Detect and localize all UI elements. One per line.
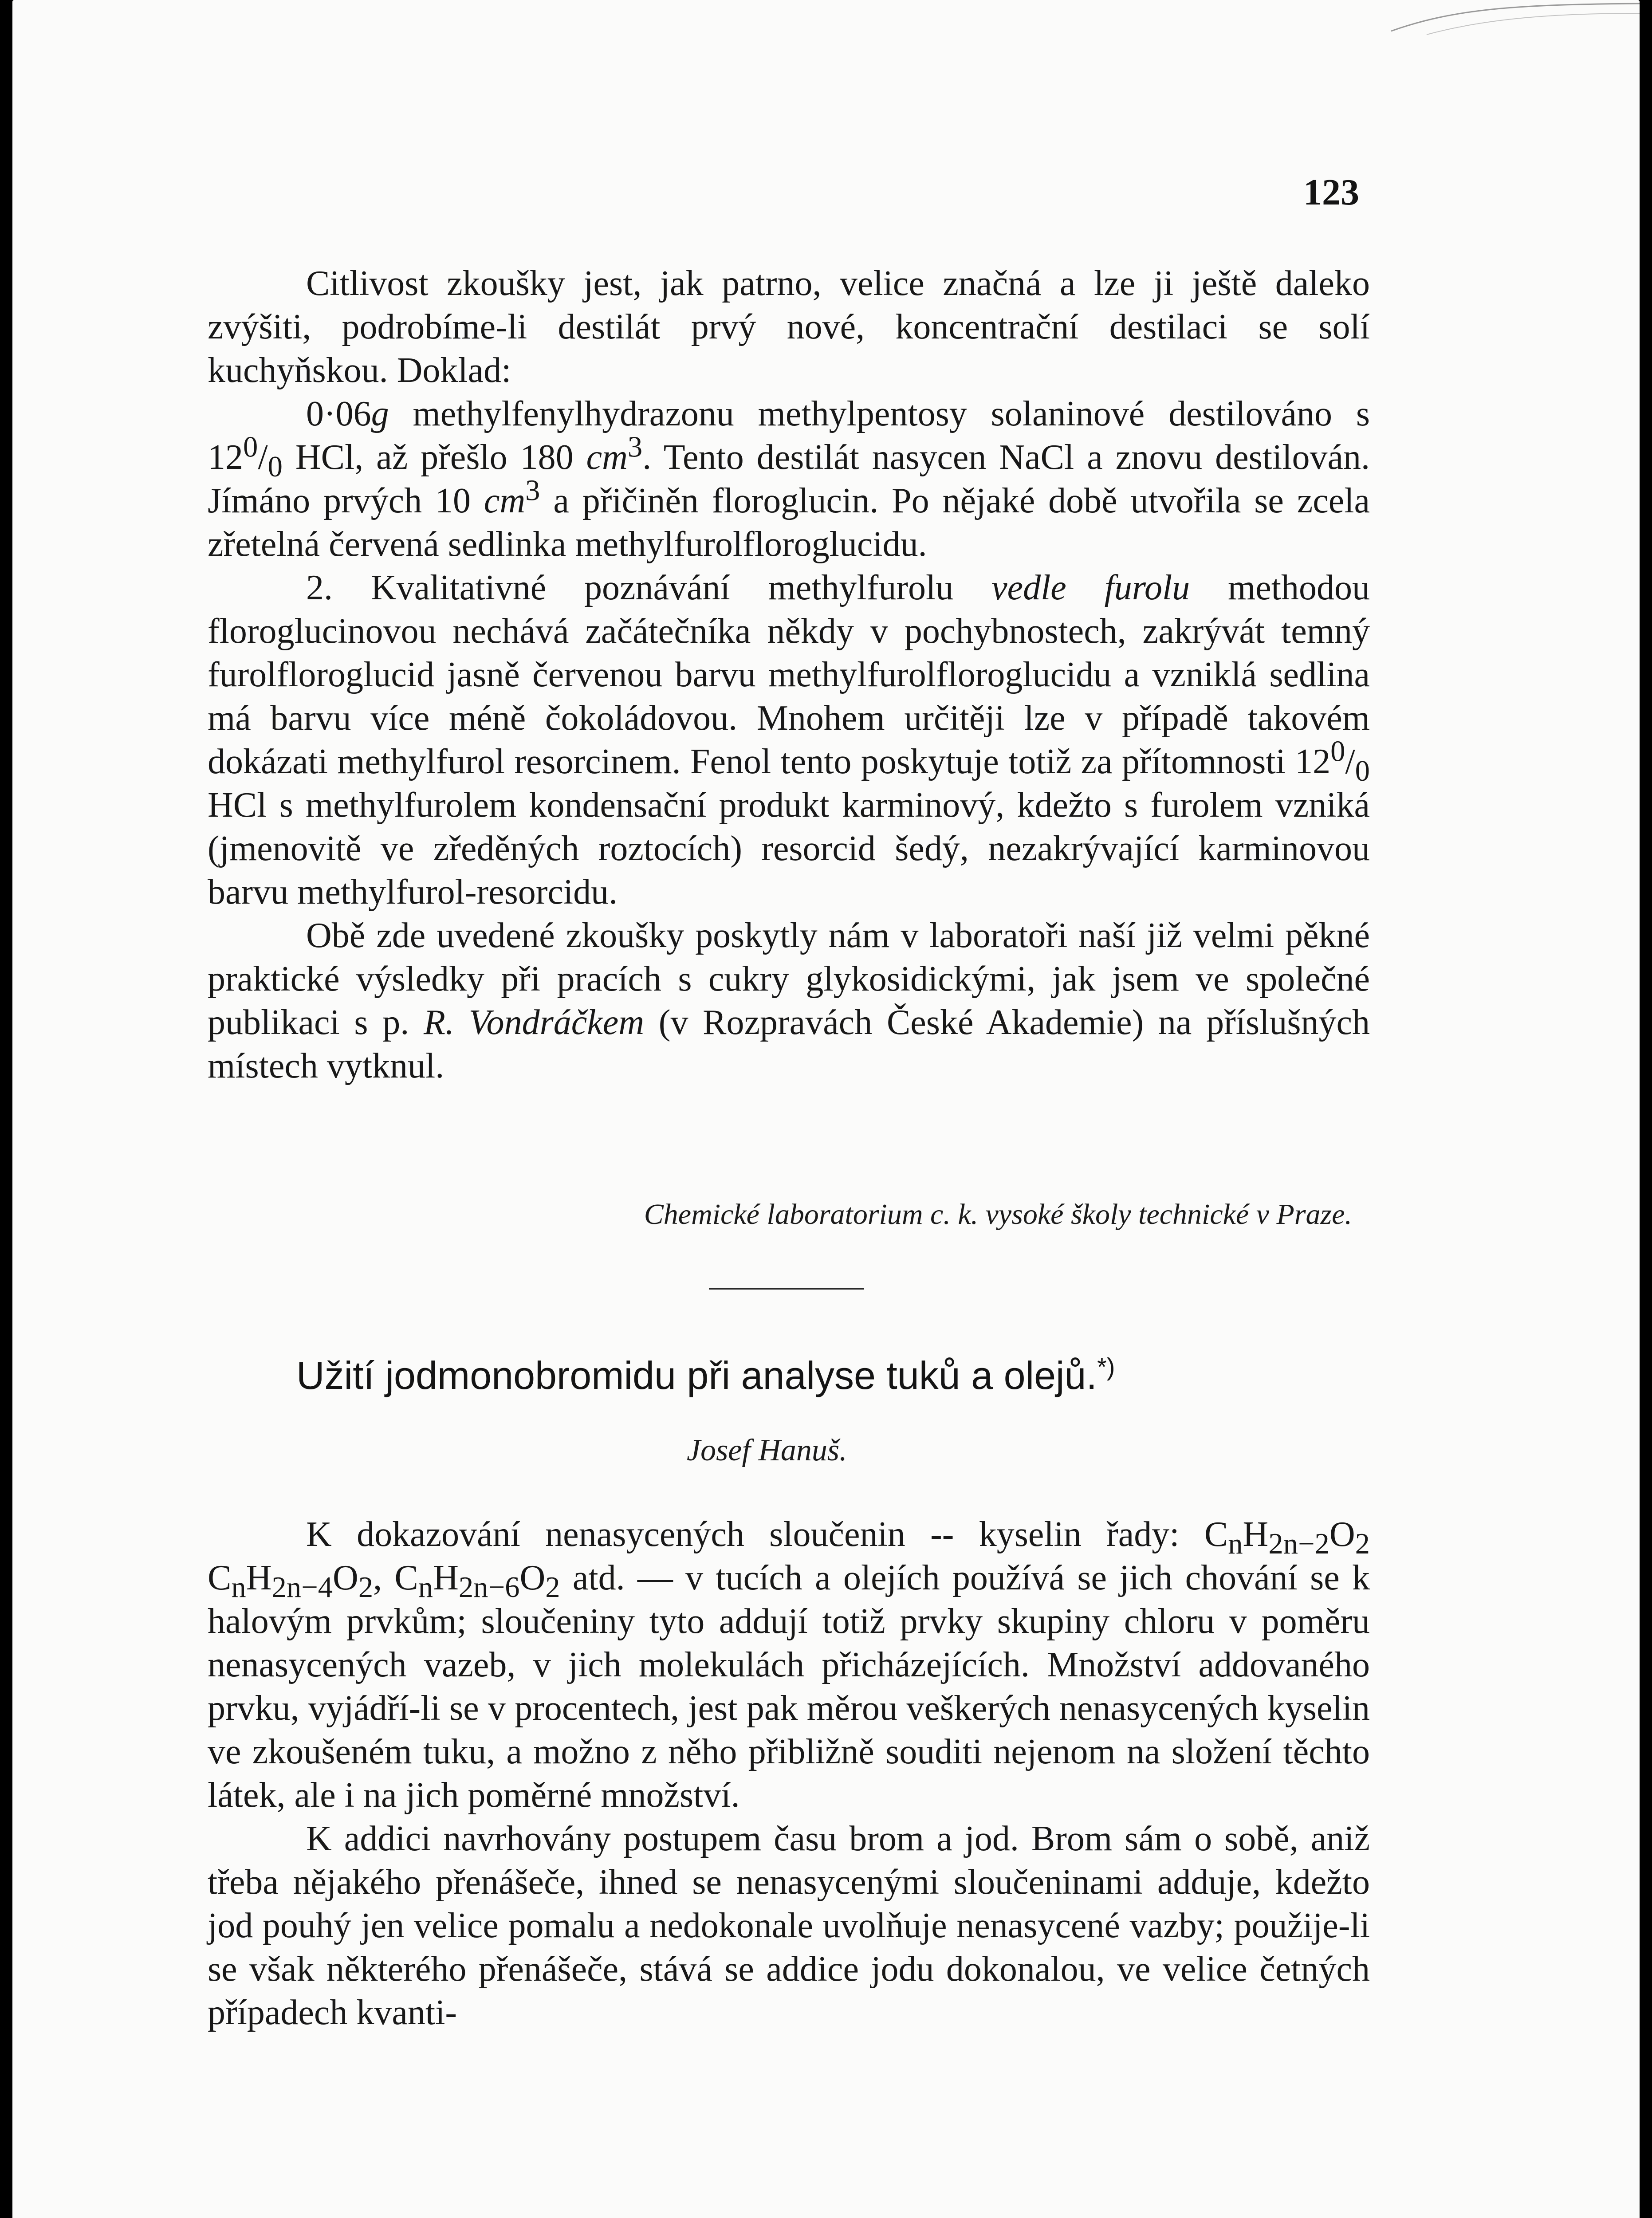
paragraph-article-1: K dokazování nenasycených sloučenin -- kyselin řady: $C_nH_{2n-2}O_2$ $C_nH_{2n-4}O_2$, $C_nH_{2n-6}O_2$ atd. — v tucích a olejích používá se jich chování se k halovým prvkům; sloučeniny tyto addují totiž prvky skupiny chloru v poměru nenasycených vazeb, v jich molekulách přicházejících. Množství addovaného prvku, vyjádří-li se v procentech, jest pak měrou veškerých nenasycených kyselin ve zkoušeném tuku, a možno z něho přibližně souditi nejenom na složení těchto látek, ale i na jich poměrné množství. [208,1515,1370,1815]
paragraph-article-2: K addici navrhovány postupem času brom a jod. Brom sám o sobě, aniž třeba nějakého přenášeče, ihned se nenasycenými sloučeninami adduje, kdežto jod pouhý jen velice pomalu a nedokonale uvolňuje nenasycené vazby; použije-li se však některého přenášeče, stává se addice jodu dokonalou, ve velice četných případech kvanti- [208,1819,1370,2032]
article-author: Josef Hanuš. [687,1433,847,1467]
article-body [208,1513,1370,2034]
article-title: Užití jodmonobromidu při analyse tuků a olejů.*) [296,1353,1115,1397]
paragraph-intro-1: Citlivost zkoušky jest, jak patrno, velice značná a lze ji ještě daleko zvýšiti, podrobíme-li destilát prvý nové, koncentrační destilaci se solí kuchyňskou. Doklad: [208,264,1370,390]
page-edge-mark [1373,0,1640,40]
percent-sup: 0 [243,431,258,464]
document-page [12,0,1640,2218]
emphasis-vondracek: R. Vondráčkem [424,1003,645,1042]
quantity: 0·06 [306,394,371,433]
section-divider [709,1288,864,1290]
unit-g: g [371,394,389,433]
laboratory-signature: Chemické laboratorium c. k. vysoké školy technické v Praze. [644,1198,1352,1231]
page-number: 123 [1303,172,1359,213]
paragraph-intro-4: Obě zde uvedené zkoušky poskytly nám v laboratoři naší již velmi pěkné praktické výsledky při pracích s cukry glykosidickými, jak jsem ve společné publikaci s p. R. Vondráčkem (v Rozpravách České Akademie) na příslušných místech vytknul. [208,916,1370,1085]
percent-sub: 0 [267,451,283,483]
emphasis-vedle-furolu: vedle furolu [991,568,1190,607]
title-footnote-mark: *) [1097,1353,1115,1381]
intro-section [208,262,1370,1088]
paragraph-intro-2: 0·06g methylfenylhydrazonu methylpentosy solaninové destilováno s $12^0/_0$ HCl, až přešlo 180 $cm^3$. Tento destilát nasycen NaCl a znovu destilován. Jímáno prvých 10 $cm^3$ a přičiněn floroglucin. Po nějaké době utvořila se zcela zřetelná červená sedlinka methylfurolfloroglucidu. [208,394,1370,564]
paragraph-intro-3: 2. Kvalitativné poznávání methylfurolu vedle furolu methodou floroglucinovou nechává začátečníka někdy v pochybnostech, zakrývát temný furolfloroglucid jasně červenou barvu methylfurolfloroglucidu a vzniklá sedlina má barvu více méně čokoládovou. Mnohem určitěji lze v případě takovém dokázati methylfurol resorcinem. Fenol tento poskytuje totiž za přítomnosti $12^0/_0$ HCl s methylfurolem kondensační produkt karminový, kdežto s furolem vzniká (jmenovitě ve zředěných roztocích) resorcid šedý, nezakrývající karminovou barvu methylfurol-resorcidu. [208,568,1370,912]
unit-cm: cm [586,438,628,477]
